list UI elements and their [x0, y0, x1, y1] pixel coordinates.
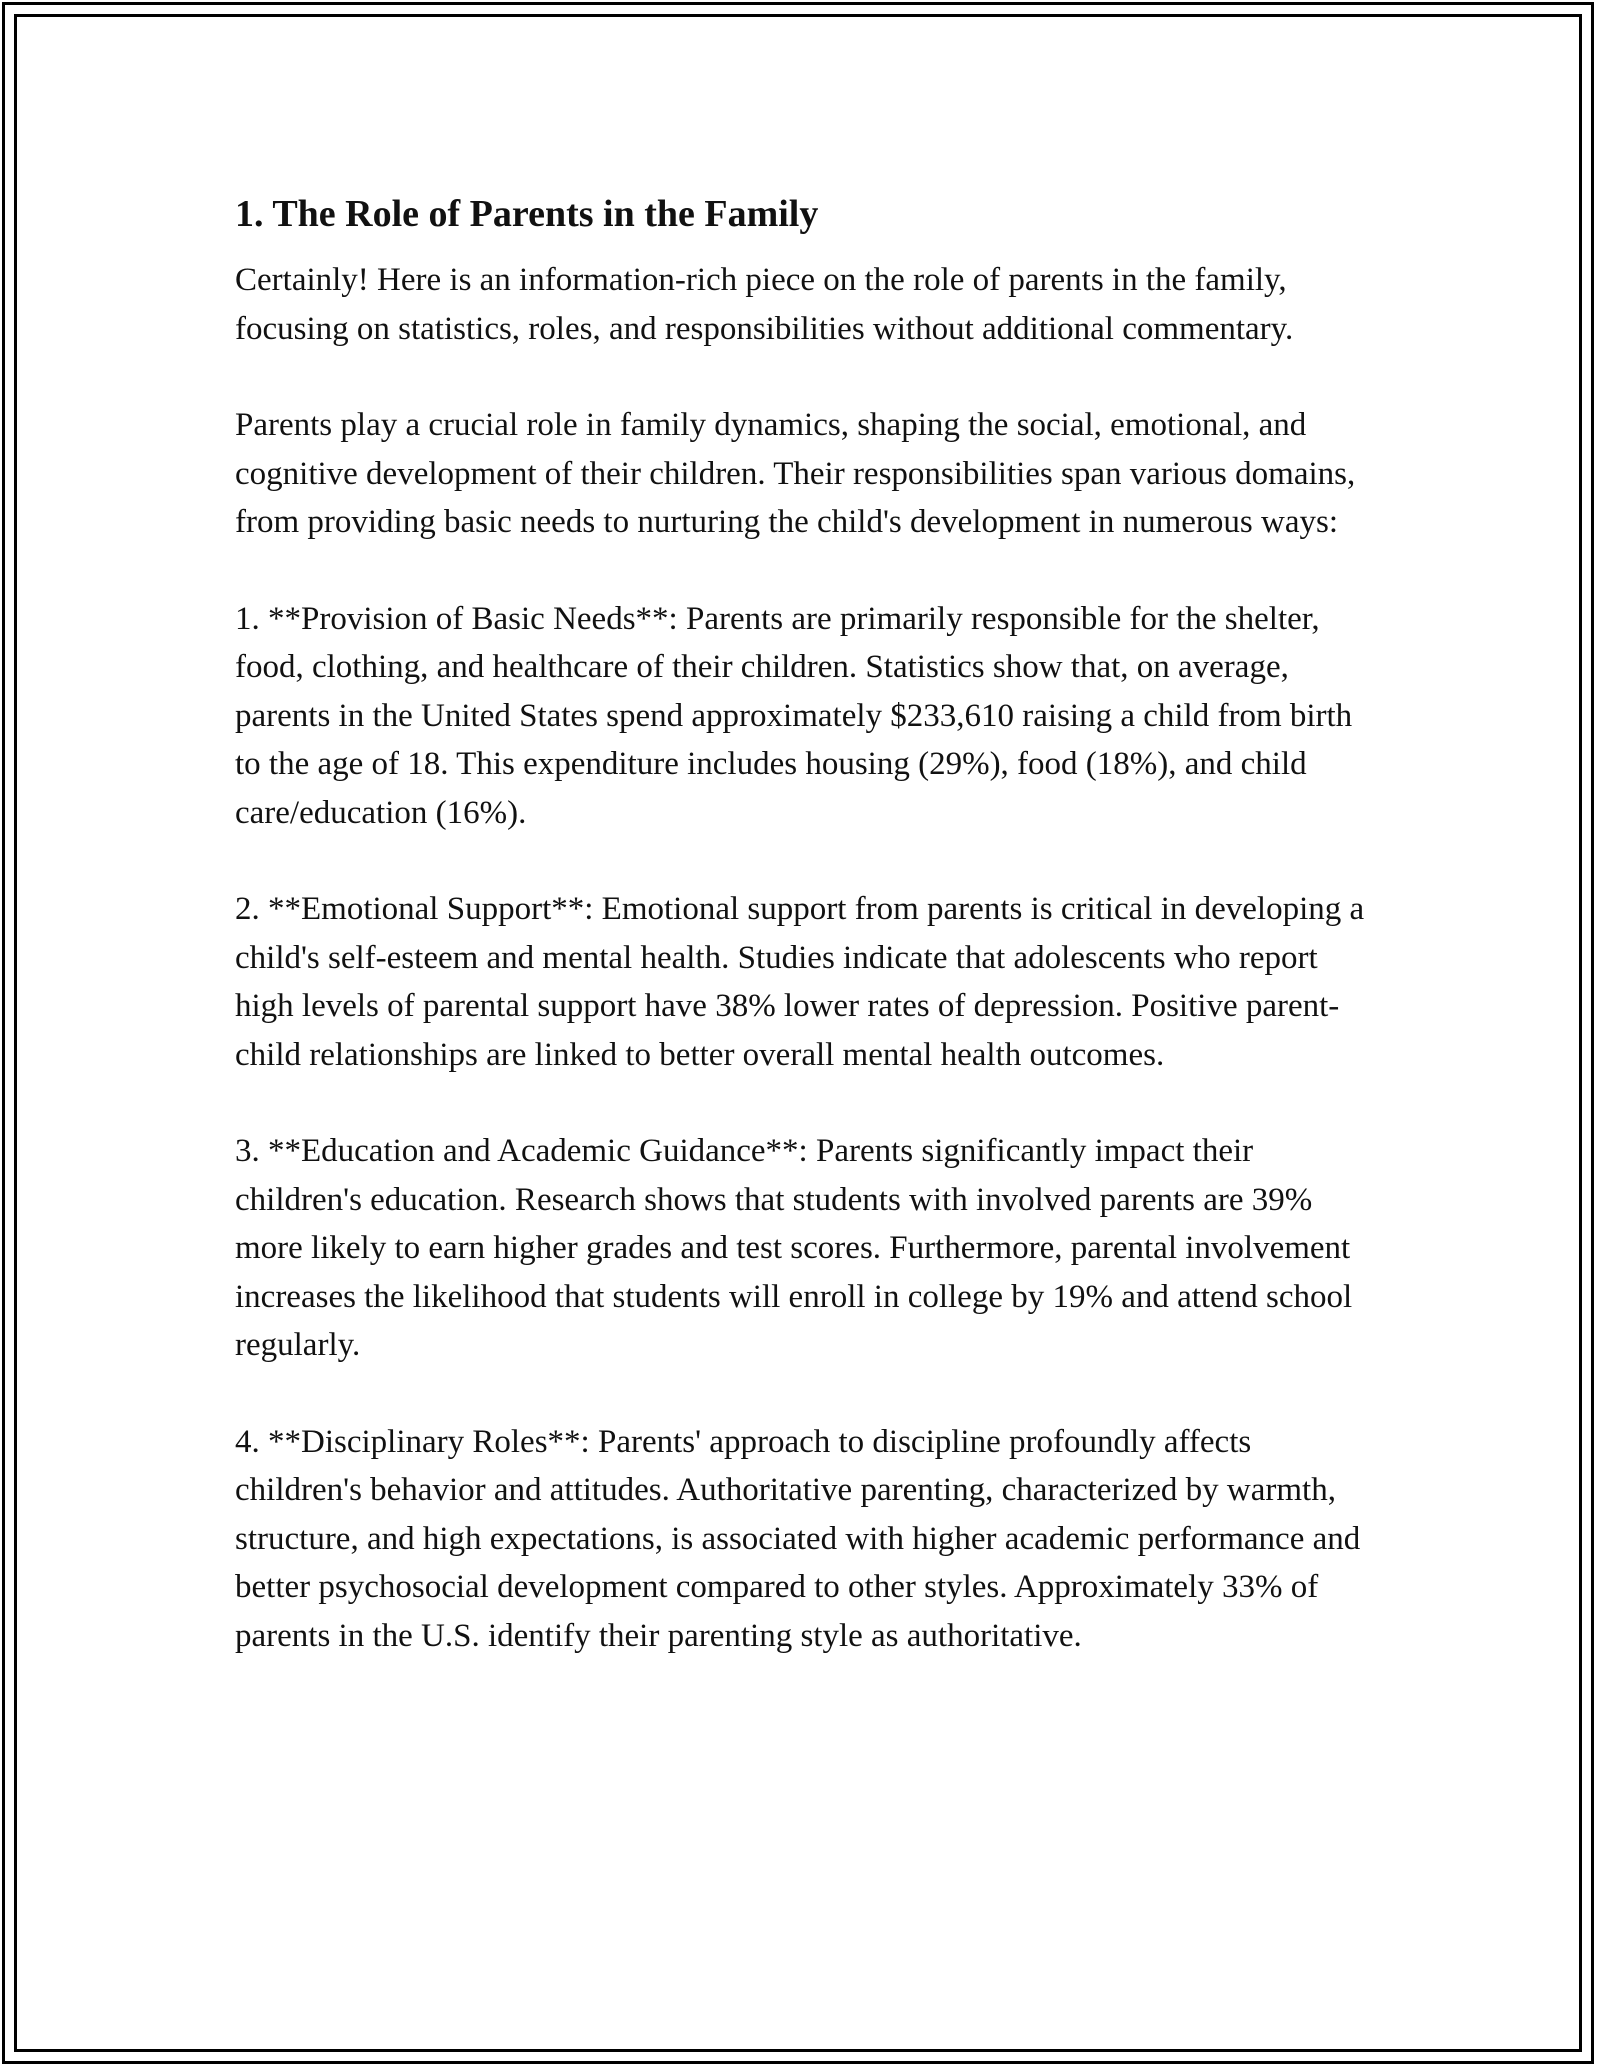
emotional-support-paragraph: 2. **Emotional Support**: Emotional support from parents is critical in developing a child's self-esteem and mental health. Studies indicate that adolescents who report high levels of parental support have 38% lower rates of depression. Positive parent-child relationships are linked to better overall mental health outcomes. — [235, 891, 1365, 1073]
document-body — [235, 184, 1375, 1708]
section-heading: 1. The Role of Parents in the Family — [235, 193, 819, 235]
intro-paragraph: Certainly! Here is an information-rich piece on the role of parents in the family, focusing on statistics, roles, and responsibilities without additional commentary. — [235, 262, 1294, 347]
overview-paragraph: Parents play a crucial role in family dynamics, shaping the social, emotional, and cognitive development of their children. Their responsibilities span various domains, from providing basic needs to nurturing the child's development in numerous ways: — [235, 407, 1356, 540]
discipline-paragraph: 4. **Disciplinary Roles**: Parents' approach to discipline profoundly affects children's behavior and attitudes. Authoritative parenting, characterized by warmth, structure, and high expectations, is associated with higher academic performance and better psychosocial development compared to other styles. Approximately 33% of parents in the U.S. identify their parenting style as authoritative. — [235, 1423, 1361, 1654]
education-paragraph: 3. **Education and Academic Guidance**: Parents significantly impact their children's education. Research shows that students with involved parents are 39% more likely to earn higher grades and test scores. Furthermore, parental involvement increases the likelihood that students will enroll in college by 19% and attend school regularly. — [235, 1133, 1353, 1363]
basic-needs-paragraph: 1. **Provision of Basic Needs**: Parents are primarily responsible for the shelter, food, clothing, and healthcare of their children. Statistics show that, on average, parents in the United States spend approximately $233,610 raising a child from birth to the age of 18. This expenditure includes housing (29%), food (18%), and child care/education (16%). — [235, 600, 1353, 831]
